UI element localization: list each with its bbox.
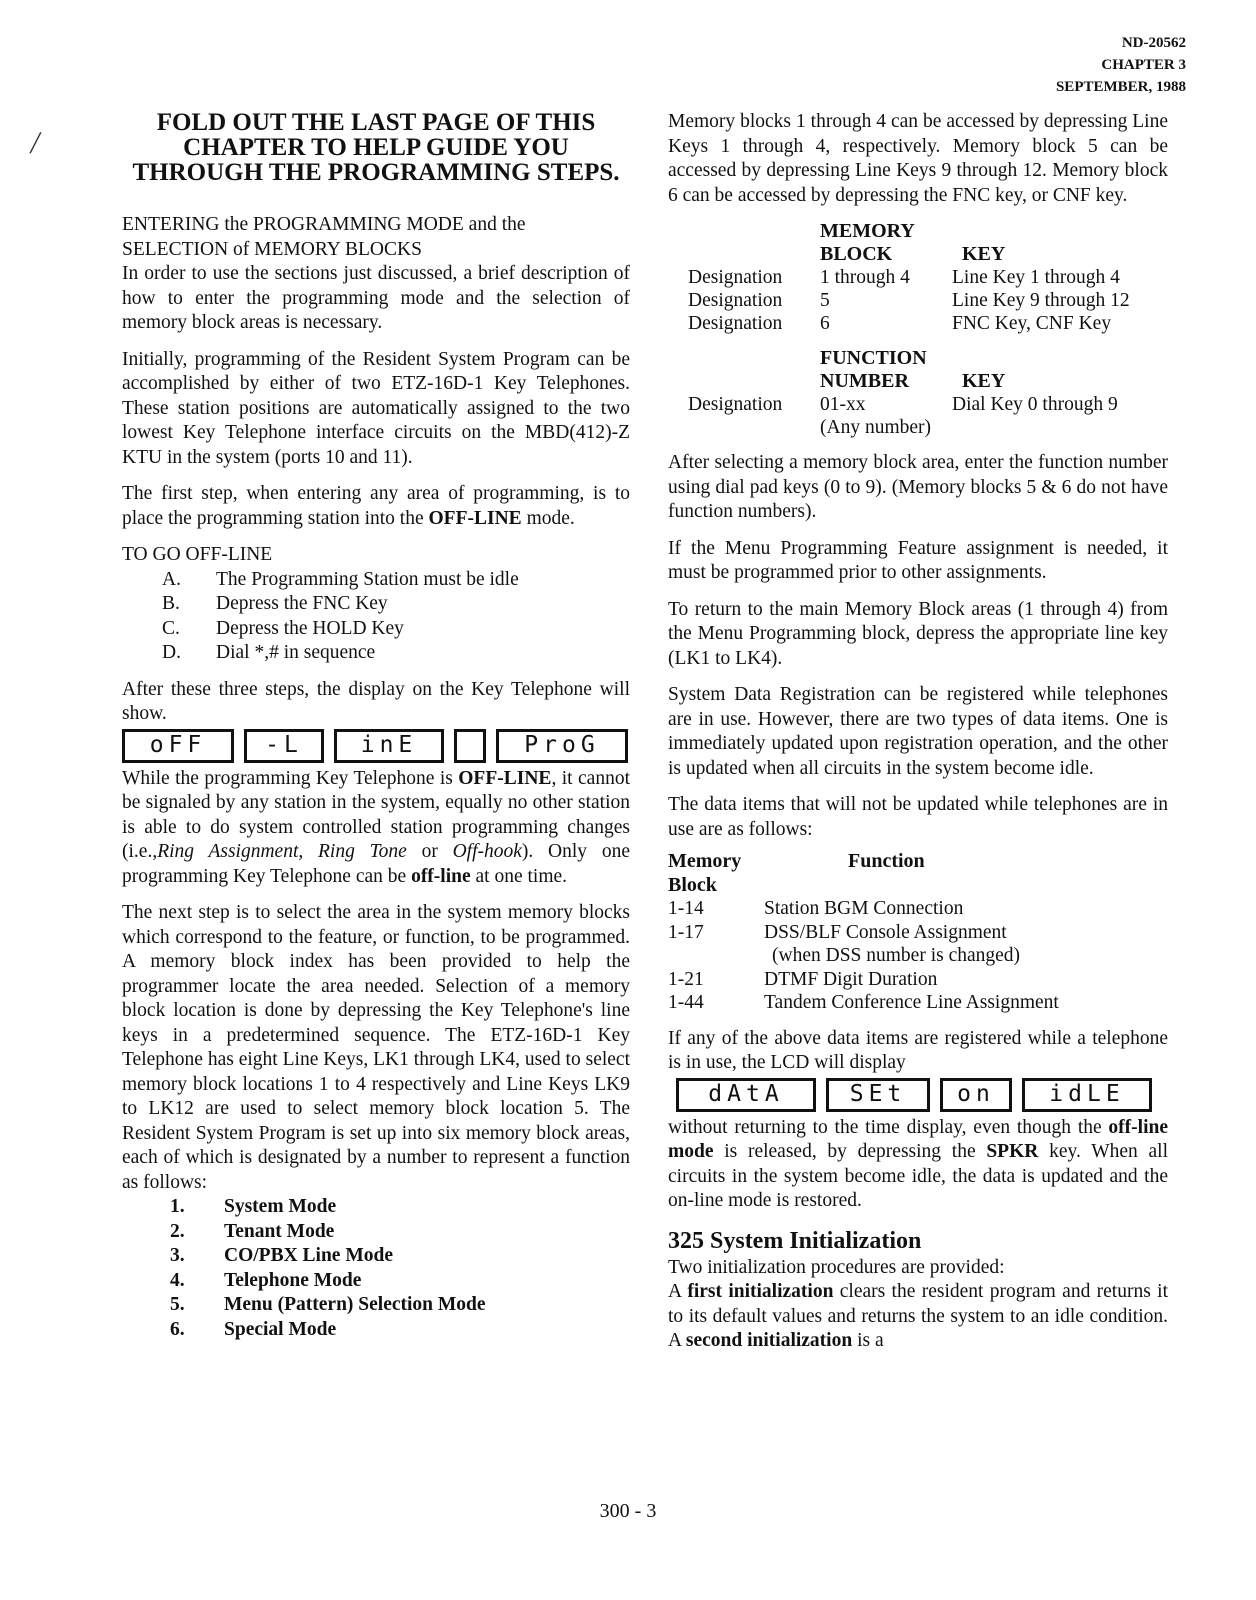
table-row [688,289,1130,312]
lcd-segment [454,729,486,763]
table-cell: Designation [688,267,783,288]
text: ). Only one programming Key Telephone can be [122,841,630,887]
column-header: Function [848,850,925,872]
table-row [688,312,1130,335]
item-text: Special Mode [224,1318,337,1340]
section-heading: ENTERING the PROGRAMMING MODE and the SELECTION of MEMORY BLOCKS [122,214,526,260]
paragraph-return: To return to the main Memory Block areas (1 through 4) from the Menu Programming block, depress the appropriate line key (LK1 to LK4). [668,598,1168,669]
item-key: 3. [170,1245,185,1266]
text: at one time. [470,865,568,887]
item-text: System Mode [224,1196,337,1217]
paragraph-registration: System Data Registration can be registered while telephones are in use. However, there are two types of data items. One is immediately updated upon registration operation, and the other is updated when all circuits in the system become idle. [668,684,1168,779]
column-header: FUNCTION NUMBER [820,347,927,392]
list-item [162,568,630,593]
list-item [170,1244,630,1269]
paragraph-menu: If the Menu Programming Feature assignment is needed, it must be programmed prior to other assignments. [668,537,1168,583]
text-bold: off-line [411,865,471,887]
item-text: The Programming Station must be idle [216,568,519,590]
intro-paragraph: In order to use the sections just discussed, a brief description of how to enter the programming mode and the selection of memory block areas is necessary. [122,263,630,333]
list-item [162,617,630,642]
text-bold: first initialization [687,1281,834,1302]
table-cell: Designation [688,290,783,311]
margin-mark: ╱ [30,133,41,153]
item-key: C. [162,617,180,639]
paragraph-update [668,1116,1168,1214]
item-text: Tenant Mode [224,1220,335,1242]
table-cell: Dial Key 0 through 9 [952,394,1118,415]
table-cell: 1-21 [668,968,704,990]
table-row [688,266,1130,289]
item-text: CO/PBX Line Mode [224,1245,393,1266]
paragraph-after-steps: After these three steps, the display on the Key Telephone will show. [122,678,630,724]
item-text: Dial *,# in sequence [216,642,376,663]
table-cell: DTMF Digit Duration [764,968,938,990]
item-key: 5. [170,1294,185,1315]
table-cell: 1-44 [668,992,704,1013]
paragraph-next-step: The next step is to select the area in the system memory blocks which correspond to the feature, or function, to be programmed. A memory block index has been provided to help the programmer locate the area needed. Selection of a memory block location is done by depressing the Key Telephone's line keys in a predetermined sequence. The ETZ-16D-1 Key Telephone has eight Line Keys, LK1 through LK4, used to select memory block locations 1 to 4 respectively and Line Keys LK9 to LK12 are used to select memory block location 5. The Resident System Program is set up into six memory block areas, each of which is designated by a number to represent a function as follows: [122,902,630,1193]
text: clears the resident program and returns it to its default values and returns the system to an idle condition. A [668,1281,1168,1351]
memory-function-table [668,850,1059,1015]
text: The first step, when entering any area of programming, is to place the programming station into the [122,483,630,529]
table-cell: 5 [820,290,830,311]
item-key: D. [162,642,181,663]
table-cell: 1-14 [668,898,704,919]
lcd-display-data-set [676,1078,1168,1112]
table-cell: 1-17 [668,921,704,943]
list-item [170,1318,630,1343]
table-row [668,897,1059,921]
text: key. When all circuits in the system become idle, the data is updated and the on-line mode is restored. [668,1141,1168,1211]
text-bold: off-line mode [668,1116,1168,1162]
list-item [162,641,630,666]
mode-list [122,1195,630,1342]
lcd-segment: inE [334,729,444,763]
table-cell: 01-xx [820,394,866,415]
lcd-segment: SEt [826,1078,930,1112]
fold-out-title: FOLD OUT THE LAST PAGE OF THIS CHAPTER TO HELP GUIDE YOU THROUGH THE PROGRAMMING STEPS. [132,109,620,186]
table-row [668,991,1059,1015]
table-note: (Any number) [820,417,932,438]
text: without returning to the time display, even though the [668,1116,1109,1138]
lcd-segment: dAtA [676,1078,816,1112]
lcd-segment: oFF [122,729,234,763]
text: is released, by depressing the [713,1141,987,1162]
item-key: 4. [170,1269,185,1291]
memory-block-key-table [688,220,1130,335]
paragraph-lcd-display: If any of the above data items are registered while a telephone is in use, the LCD will display [668,1027,1168,1073]
date-label: SEPTEMBER, 1988 [1055,79,1186,95]
text-bold: OFF-LINE [458,767,552,789]
item-text: Depress the FNC Key [216,593,388,614]
table-cell: Tandem Conference Line Assignment [764,992,1059,1013]
table-cell: FNC Key, CNF Key [952,313,1112,334]
table-row [688,393,1118,416]
text: While the programming Key Telephone is [122,767,459,789]
column-header: KEY [962,370,1006,392]
list-item [170,1195,630,1220]
column-header: MEMORY BLOCK [820,220,915,265]
text: A [668,1281,688,1302]
text-bold: SPKR [986,1141,1039,1162]
left-column [122,110,630,1354]
page-number: 300 - 3 [599,1500,657,1522]
offline-steps [122,568,630,666]
section-title: 325 System Initialization [668,1227,922,1254]
text: or [406,841,453,862]
list-item [170,1269,630,1294]
lcd-display-offline [122,729,630,763]
text: , it cannot be signaled by any station in the system, equally no other station is able to do system controlled station programming changes (i.e., [122,767,630,862]
paragraph-initial: Initially, programming of the Resident System Program can be accomplished by either of two ETZ-16D-1 Key Telephones. These station positions are automatically assigned to the two lowest Key Telephone interface circuits on the MBD(412)-Z KTU in the system (ports 10 and 11). [122,348,630,468]
item-text: Depress the HOLD Key [216,617,404,639]
text: mode. [521,507,575,529]
text-italic: Off-hook [452,841,522,862]
text-italic: Ring Assignment, Ring Tone [157,841,407,862]
paragraph-data-items: The data items that will not be updated while telephones are in use are as follows: [668,794,1168,840]
column-header: KEY [962,243,1006,265]
page-header [1056,32,1186,98]
table-cell: DSS/BLF Console Assignment [764,921,1007,943]
table-cell: 1 through 4 [820,267,910,288]
lcd-segment: ProG [496,729,628,763]
paragraph-init-first [668,1280,1168,1354]
table-cell: Designation [688,394,783,415]
right-column [668,110,1168,1366]
table-row [668,921,1059,945]
table-row [668,944,1059,968]
table-cell: Designation [688,313,783,334]
paragraph-function-number: After selecting a memory block area, enter the function number using dial pad keys (0 to 9). (Memory blocks 5 & 6 do not have function numbers). [668,452,1168,522]
table-cell: Line Key 9 through 12 [952,290,1130,311]
list-item [162,592,630,617]
paragraph-access: Memory blocks 1 through 4 can be accessed by depressing Line Keys 1 through 4, respectively. Memory block 5 can be accessed by depressing Line Keys 9 through 12. Memory block 6 can be accessed by depressing the FNC key, or CNF key. [668,111,1168,206]
paragraph-first-step [122,482,630,531]
lcd-segment: idLE [1022,1078,1152,1112]
lcd-segment: on [940,1078,1012,1112]
table-row [668,968,1059,992]
table-cell [668,944,764,968]
item-key: B. [162,593,180,614]
doc-id: ND-20562 [1121,35,1186,51]
list-item [170,1293,630,1318]
table-cell: Line Key 1 through 4 [952,267,1120,288]
lcd-segment: -L [244,729,324,763]
list-item [170,1220,630,1245]
item-key: 2. [170,1220,185,1242]
paragraph-init-intro: Two initialization procedures are provided: [668,1256,1005,1278]
item-text: Menu (Pattern) Selection Mode [224,1294,486,1315]
column-header: Memory Block [668,850,742,896]
table-cell: (when DSS number is changed) [772,945,1021,966]
function-number-table [688,347,1118,439]
item-text: Telephone Mode [224,1269,362,1291]
text-bold: second initialization [685,1330,853,1351]
offline-heading: TO GO OFF-LINE [122,544,273,565]
text: is a [852,1330,884,1351]
table-cell: 6 [820,313,830,334]
chapter-label: CHAPTER 3 [1101,57,1186,73]
table-cell: Station BGM Connection [764,898,964,919]
item-key: 1. [170,1196,185,1217]
item-key: A. [162,568,181,590]
text-bold: OFF-LINE [428,507,522,529]
paragraph-offline [122,767,630,890]
item-key: 6. [170,1318,185,1340]
